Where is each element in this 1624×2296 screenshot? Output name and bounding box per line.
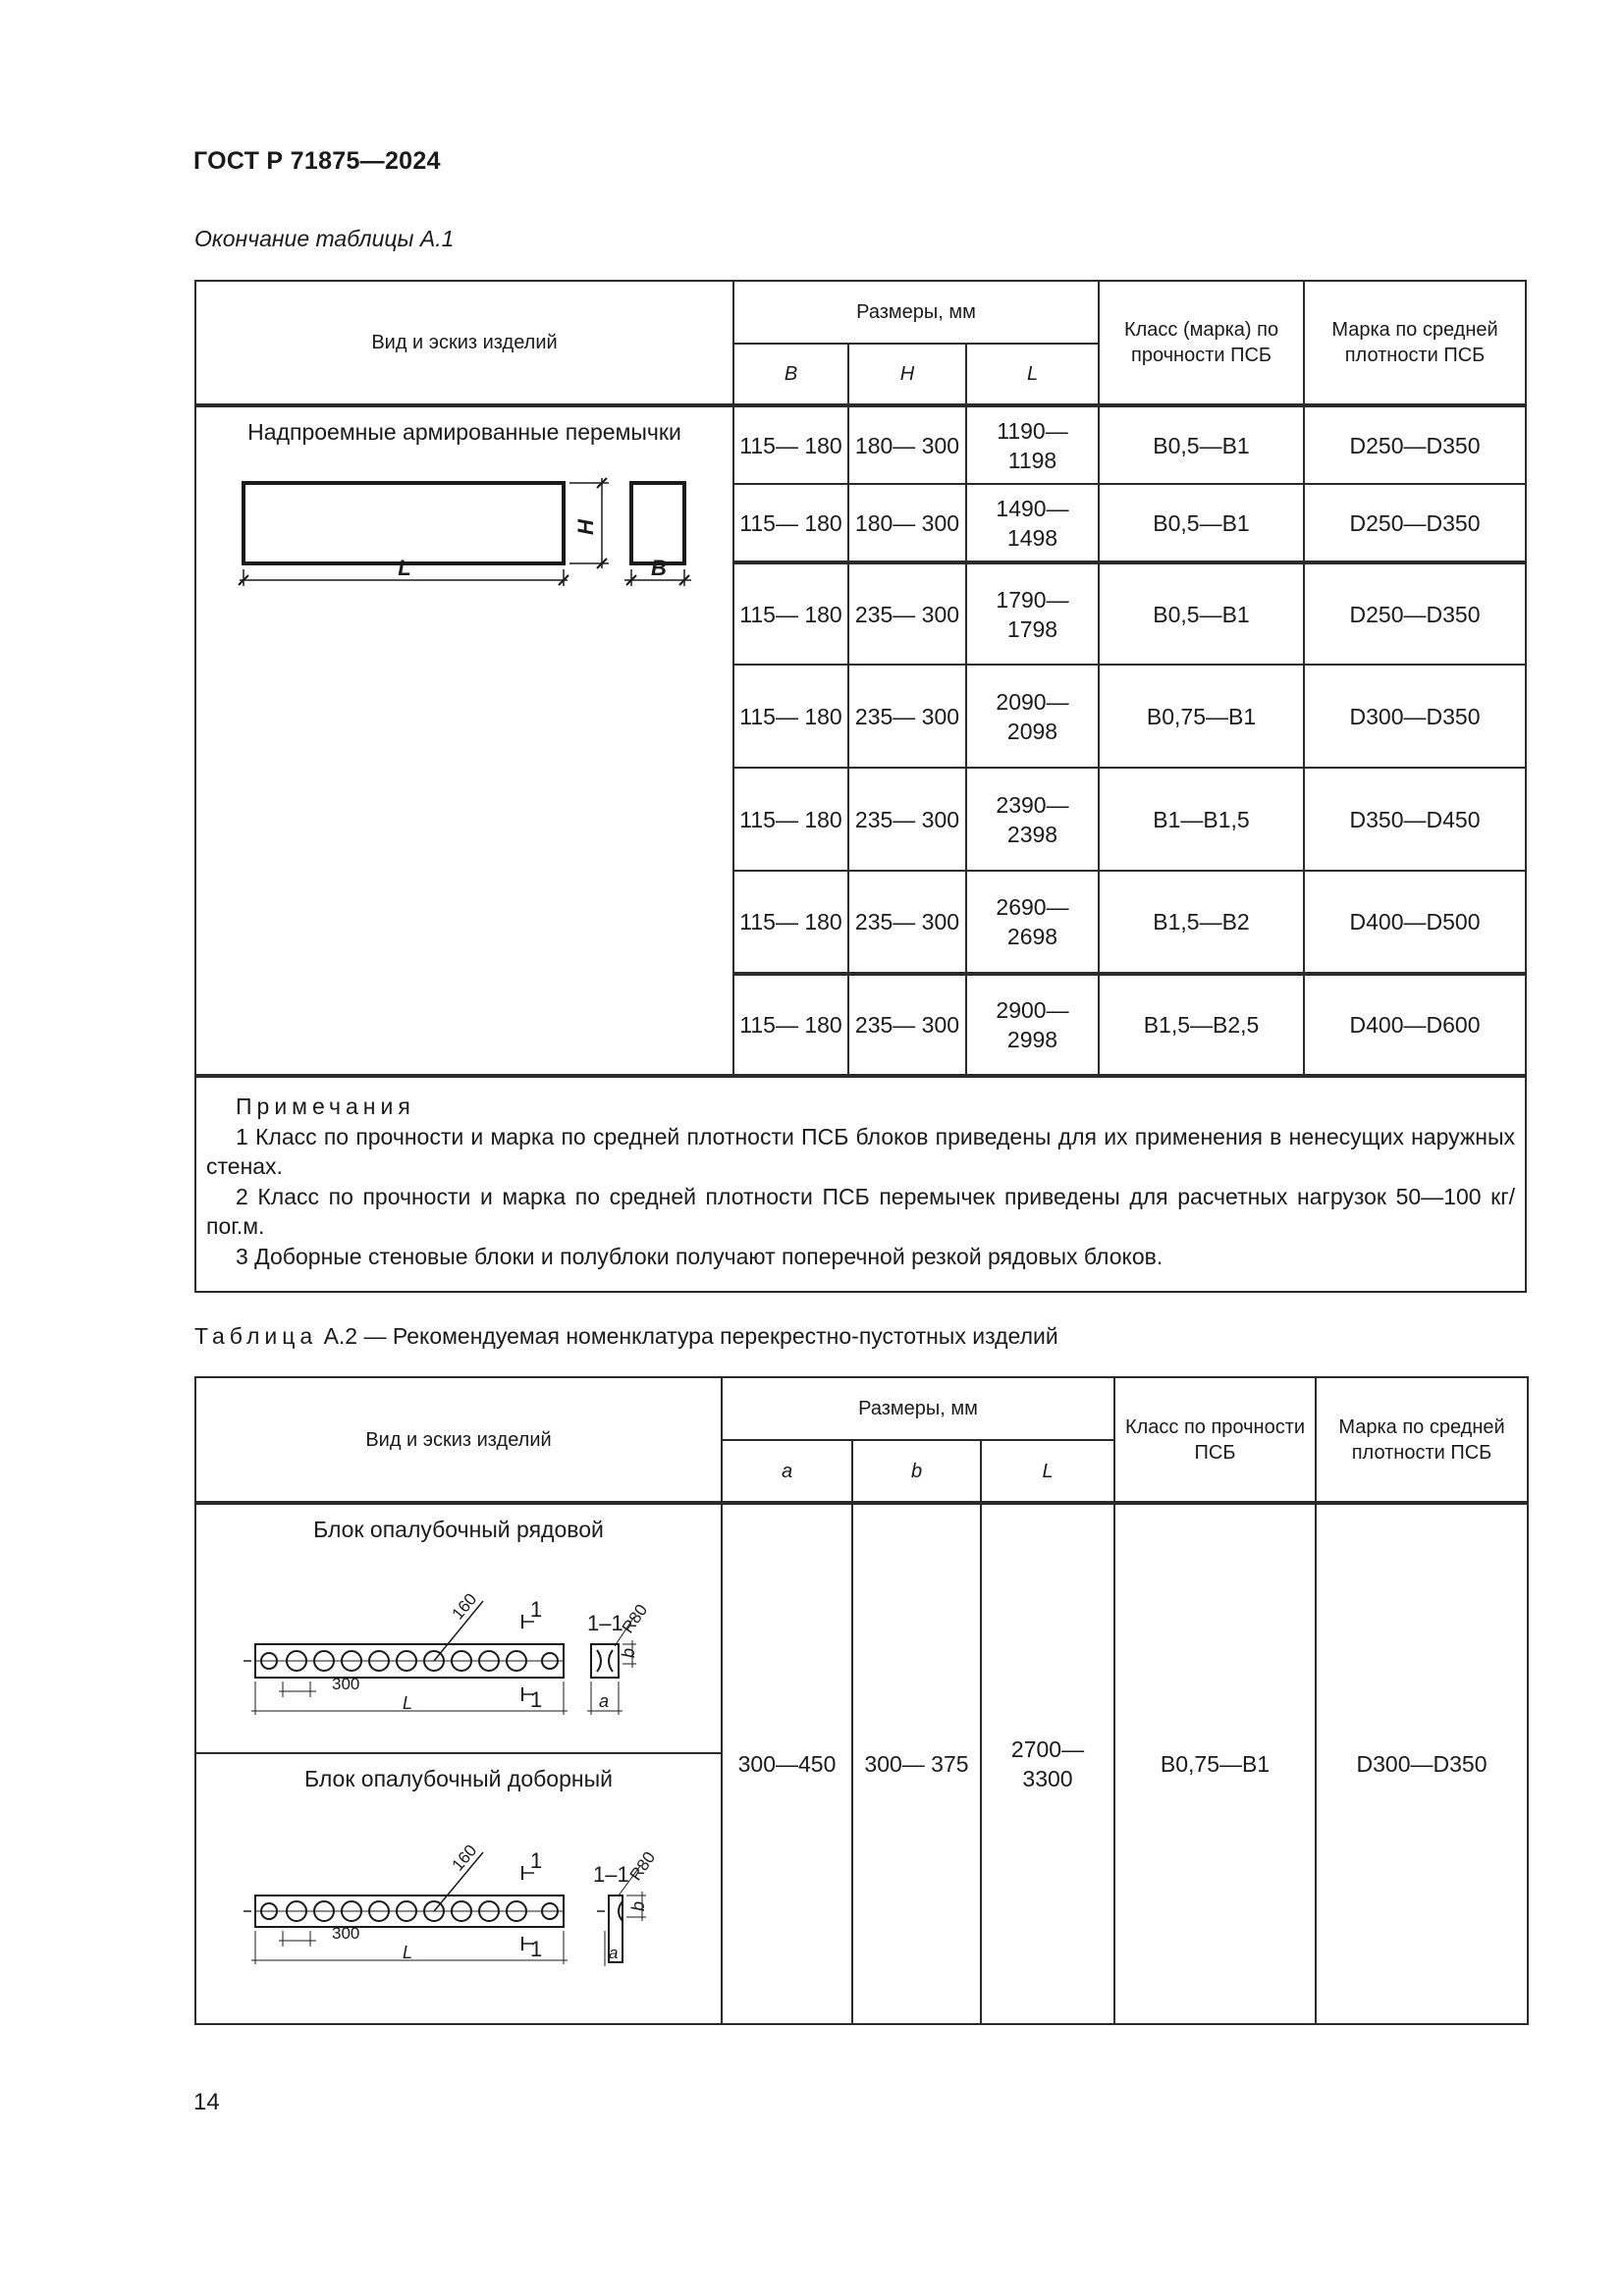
note-3: 3 Доборные стеновые блоки и полублоки получают поперечной резкой рядовых блоков. bbox=[236, 1243, 1164, 1269]
page-number: 14 bbox=[193, 2089, 220, 2115]
row5-b: 115— 180 bbox=[733, 768, 848, 871]
table-a2-caption bbox=[194, 1323, 1058, 1350]
header-sizes: Размеры, мм bbox=[733, 281, 1099, 344]
ordinary-length-label: L bbox=[403, 1693, 413, 1713]
row6-b: 115— 180 bbox=[733, 871, 848, 974]
a2-header-view: Вид и эскиз изделий bbox=[195, 1377, 722, 1503]
row2-l: 1490— 1498 bbox=[966, 484, 1099, 562]
row1-h: 180— 300 bbox=[848, 405, 966, 484]
lintel-sketch-cell bbox=[195, 405, 733, 1076]
ordinary-dim-300-label: 300 bbox=[332, 1675, 360, 1693]
notes-title: Примечания bbox=[236, 1094, 415, 1119]
row5-h: 235— 300 bbox=[848, 768, 966, 871]
row4-l: 2090— 2098 bbox=[966, 665, 1099, 768]
additional-dim-300-label: 300 bbox=[332, 1924, 360, 1943]
row4-h: 235— 300 bbox=[848, 665, 966, 768]
row6-h: 235— 300 bbox=[848, 871, 966, 974]
a2-density-value: D300—D350 bbox=[1316, 1503, 1528, 2024]
row1-l: 1190— 1198 bbox=[966, 405, 1099, 484]
ordinary-a-label: a bbox=[599, 1691, 610, 1711]
lintel-sketch bbox=[196, 456, 734, 594]
row6-l: 2690— 2698 bbox=[966, 871, 1099, 974]
additional-length-label: L bbox=[403, 1943, 413, 1962]
row2-density: D250—D350 bbox=[1304, 484, 1526, 562]
row5-density: D350—D450 bbox=[1304, 768, 1526, 871]
additional-b-label: b bbox=[628, 1900, 648, 1911]
ordinary-block-sketch bbox=[196, 1566, 723, 1723]
sketch-h-label: H bbox=[573, 519, 598, 535]
table-a2 bbox=[194, 1376, 1529, 2025]
row1-b: 115— 180 bbox=[733, 405, 848, 484]
a2-header-l: L bbox=[981, 1440, 1114, 1503]
row3-density: D250—D350 bbox=[1304, 562, 1526, 665]
additional-radius-label: R80 bbox=[625, 1847, 660, 1885]
row3-class: B0,5—B1 bbox=[1099, 562, 1304, 665]
additional-block-sketch bbox=[196, 1815, 723, 1982]
row4-class: B0,75—B1 bbox=[1099, 665, 1304, 768]
product-additional-block: Блок опалубочный доборный bbox=[304, 1766, 613, 1791]
row1-class: B0,5—B1 bbox=[1099, 405, 1304, 484]
row5-class: B1—B1,5 bbox=[1099, 768, 1304, 871]
header-class: Класс (марка) по прочности ПСБ bbox=[1099, 281, 1304, 405]
row6-density: D400—D500 bbox=[1304, 871, 1526, 974]
a2-header-density: Марка по средней плотности ПСБ bbox=[1316, 1377, 1528, 1503]
sketch-l-label: L bbox=[398, 556, 411, 580]
table-a2-caption-prefix: Таблица bbox=[194, 1323, 318, 1349]
product-name: Надпроемные армированные перемычки bbox=[247, 419, 681, 445]
a2-header-class: Класс по прочности ПСБ bbox=[1114, 1377, 1316, 1503]
ordinary-section-top-label: 1 bbox=[530, 1597, 543, 1622]
a2-header-a: a bbox=[722, 1440, 852, 1503]
a2-b-value: 300— 375 bbox=[852, 1503, 981, 2024]
row7-class: B1,5—B2,5 bbox=[1099, 974, 1304, 1076]
table-continuation-caption: Окончание таблицы А.1 bbox=[194, 226, 455, 251]
row7-b: 115— 180 bbox=[733, 974, 848, 1076]
ordinary-diameter-label: 160 bbox=[448, 1589, 481, 1624]
row2-b: 115— 180 bbox=[733, 484, 848, 562]
note-2: 2 Класс по прочности и марка по средней плотности ПСБ перемычек приведены для расчетных нагрузок 50—100 кг/пог.м. bbox=[206, 1183, 1516, 1239]
sketch-b-label: B bbox=[651, 556, 667, 580]
ordinary-radius-label: R80 bbox=[618, 1600, 652, 1637]
header-h: H bbox=[848, 344, 966, 405]
ordinary-b-label: b bbox=[619, 1647, 638, 1658]
ordinary-section-pair-label: 1–1 bbox=[587, 1611, 623, 1635]
header-b: B bbox=[733, 344, 848, 405]
row4-b: 115— 180 bbox=[733, 665, 848, 768]
row3-h: 235— 300 bbox=[848, 562, 966, 665]
note-1: 1 Класс по прочности и марка по средней плотности ПСБ блоков приведены для их применения в ненесущих наружных стенах. bbox=[206, 1123, 1516, 1179]
header-l: L bbox=[966, 344, 1099, 405]
a2-header-b: b bbox=[852, 1440, 981, 1503]
table-notes bbox=[195, 1076, 1526, 1292]
row7-h: 235— 300 bbox=[848, 974, 966, 1076]
row6-class: B1,5—B2 bbox=[1099, 871, 1304, 974]
additional-section-pair-label: 1–1 bbox=[593, 1862, 629, 1887]
row1-density: D250—D350 bbox=[1304, 405, 1526, 484]
table-a2-caption-text: А.2 — Рекомендуемая номенклатура перекрестно-пустотных изделий bbox=[323, 1323, 1058, 1349]
row2-h: 180— 300 bbox=[848, 484, 966, 562]
product-ordinary-block: Блок опалубочный рядовой bbox=[313, 1517, 604, 1542]
block-ordinary-cell bbox=[195, 1503, 722, 1753]
row7-density: D400—D600 bbox=[1304, 974, 1526, 1076]
additional-diameter-label: 160 bbox=[448, 1841, 481, 1875]
additional-section-top-label: 1 bbox=[530, 1848, 543, 1873]
header-density: Марка по средней плотности ПСБ bbox=[1304, 281, 1526, 405]
standard-header: ГОСТ Р 71875—2024 bbox=[193, 147, 441, 175]
row7-l: 2900— 2998 bbox=[966, 974, 1099, 1076]
additional-a-label: a bbox=[609, 1944, 619, 1962]
header-view: Вид и эскиз изделий bbox=[195, 281, 733, 405]
row4-density: D300—D350 bbox=[1304, 665, 1526, 768]
block-additional-cell bbox=[195, 1753, 722, 2024]
additional-section-bottom-label: 1 bbox=[530, 1937, 543, 1961]
a2-l-value: 2700— 3300 bbox=[981, 1503, 1114, 2024]
row3-b: 115— 180 bbox=[733, 562, 848, 665]
row3-l: 1790— 1798 bbox=[966, 562, 1099, 665]
a2-a-value: 300—450 bbox=[722, 1503, 852, 2024]
ordinary-section-bottom-label: 1 bbox=[530, 1687, 543, 1712]
table-a1 bbox=[194, 280, 1527, 1293]
a2-class-value: B0,75—B1 bbox=[1114, 1503, 1316, 2024]
row5-l: 2390— 2398 bbox=[966, 768, 1099, 871]
row2-class: B0,5—B1 bbox=[1099, 484, 1304, 562]
a2-header-sizes: Размеры, мм bbox=[722, 1377, 1114, 1440]
